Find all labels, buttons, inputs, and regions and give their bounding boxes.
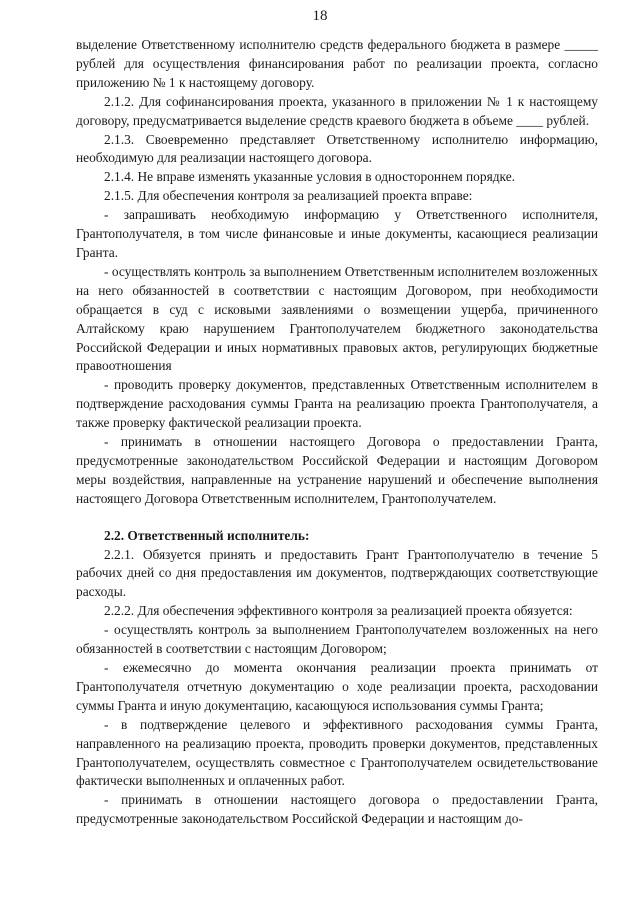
paragraph: 2.2.1. Обязуется принять и предоставить Грант Грантополучателю в течение 5 рабочих дней со дня предоставления им документов, подтверждающих соответствующие расходы.: [76, 546, 598, 600]
paragraph: выделение Ответственному исполнителю средств федерального бюджета в размере _____ рублей для осуществления финансирования работ по реализации проекта, согласно приложению № 1 к настоящему договору.: [76, 37, 598, 90]
paragraph: - принимать в отношении настоящего договора о предоставлении Гранта, предусмотренные законодательством Российской Федерации и настоящим до-: [76, 792, 598, 827]
paragraph: - осуществлять контроль за выполнением Ответственным исполнителем возложенных на него обязанностей в соответствии с настоящим Договором, при необходимости обращается в суд с исковыми заявлениями о возмещении ущерба, причиненного Алтайскому краю нарушением Грантополучателем бюджетного законодательства Российской Федерации и иных нормативных правовых актов, регулирующих бюджетные правоотношения: [76, 263, 598, 374]
paragraph: - принимать в отношении настоящего Договора о предоставлении Гранта, предусмотренные законодательством Российской Федерации и настоящим Договором меры воздействия, направленные на устранение нарушений и обеспечение выполнения настоящего Договора Ответственным исполнителем, Грантополучателем.: [76, 434, 598, 506]
paragraph: - ежемесячно до момента окончания реализации проекта принимать от Грантополучателя отчетную документацию о ходе реализации проекта, расходовании суммы Гранта и иную документацию, касающуюся использования суммы Гранта;: [76, 660, 598, 713]
paragraph: 2.1.4. Не вправе изменять указанные условия в одностороннем порядке.: [104, 169, 516, 185]
paragraph: 2.2.2. Для обеспечения эффективного контроля за реализацией проекта обязуется:: [104, 603, 573, 619]
section-heading: 2.2. Ответственный исполнитель:: [104, 527, 310, 543]
paragraph: 2.1.2. Для софинансирования проекта, указанного в приложении № 1 к настоящему договору, предусматривается выделение средств краевого бюджета в объеме ____ рублей.: [76, 93, 598, 128]
paragraph: - в подтверждение целевого и эффективного расходования суммы Гранта, направленного на реализацию проекта, проводить проверки документов, представленных Грантополучателем, осуществлять совместное с Грантополучателем освидетельствование фактически выполненных и оплаченных работ.: [76, 716, 598, 789]
page-number: 18: [312, 8, 328, 24]
paragraph: - проводить проверку документов, представленных Ответственным исполнителем в подтверждение расходования суммы Гранта на реализацию проекта Грантополучателя, а также проверку фактической реализации проекта.: [76, 377, 598, 431]
paragraph: - запрашивать необходимую информацию у Ответственного исполнителя, Грантополучателя, в том числе финансовые и иные документы, касающиеся реализации Гранта.: [76, 207, 598, 260]
paragraph: 2.1.5. Для обеспечения контроля за реализацией проекта вправе:: [104, 188, 473, 204]
paragraph: 2.1.3. Своевременно представляет Ответственному исполнителю информацию, необходимую для реализации настоящего договора.: [76, 131, 598, 166]
document-body: [76, 36, 598, 829]
paragraph: - осуществлять контроль за выполнением Грантополучателем возложенных на него обязанностей в соответствии с настоящим Договором;: [76, 622, 598, 657]
